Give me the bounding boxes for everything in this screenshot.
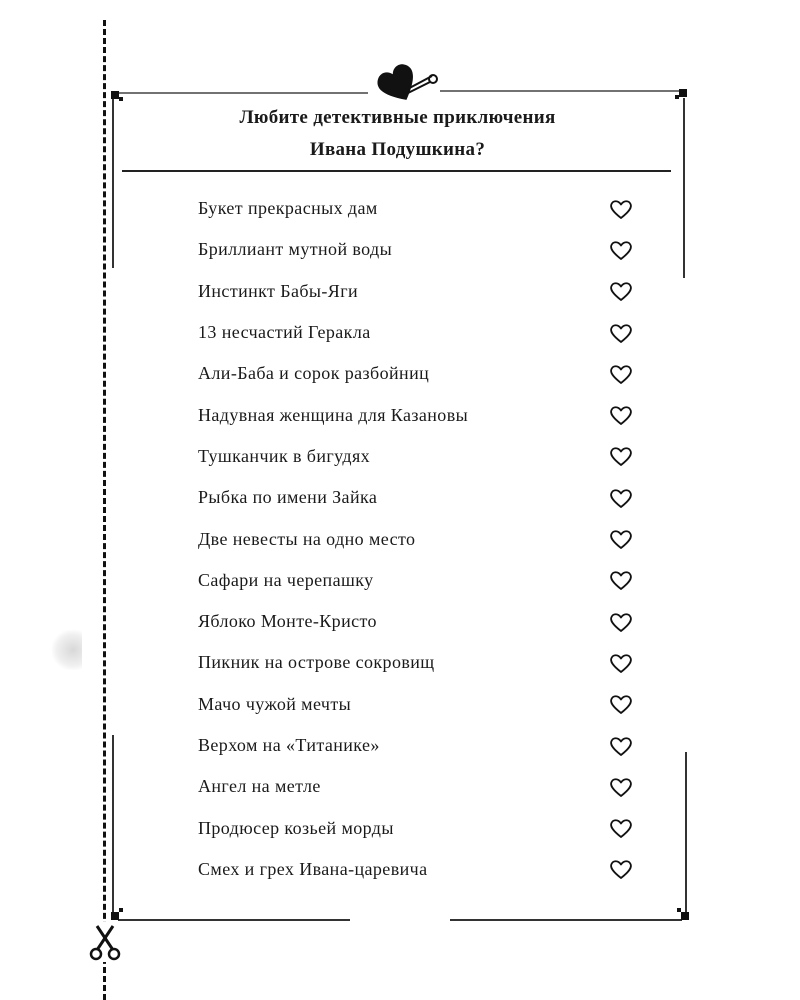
heart-outline-icon[interactable] — [608, 239, 634, 261]
book-item — [198, 807, 638, 848]
heart-outline-icon[interactable] — [608, 569, 634, 591]
book-item — [198, 766, 638, 807]
book-title: 13 несчастий Геракла — [198, 322, 371, 343]
book-item — [198, 436, 638, 477]
heart-outline-icon[interactable] — [608, 404, 634, 426]
title-line-1: Любите детективные приключения — [239, 107, 556, 128]
book-item — [198, 684, 638, 725]
heart-outline-icon[interactable] — [608, 198, 634, 220]
book-item — [198, 725, 638, 766]
heart-outline-icon[interactable] — [608, 322, 634, 344]
book-title: Инстинкт Бабы-Яги — [198, 280, 359, 301]
heart-outline-icon[interactable] — [608, 652, 634, 674]
heart-with-safety-pin-icon — [368, 58, 440, 106]
book-item — [198, 353, 638, 394]
heart-outline-icon[interactable] — [608, 363, 634, 385]
book-title: Яблоко Монте-Кристо — [198, 611, 377, 632]
book-item — [198, 477, 638, 518]
book-item — [198, 312, 638, 353]
book-title: Пикник на острове сокровищ — [198, 652, 435, 673]
book-item — [198, 560, 638, 601]
book-item — [198, 229, 638, 270]
book-title: Сафари на черепашку — [198, 569, 374, 590]
heart-outline-icon[interactable] — [608, 776, 634, 798]
book-title: Тушканчик в бигудях — [198, 445, 371, 466]
book-item — [198, 601, 638, 642]
book-title: Али-Баба и сорок разбойниц — [198, 363, 430, 384]
title-divider — [122, 170, 671, 172]
heart-outline-icon[interactable] — [608, 487, 634, 509]
heart-outline-icon[interactable] — [608, 280, 634, 302]
book-item — [198, 518, 638, 559]
heart-outline-icon[interactable] — [608, 445, 634, 467]
book-title: Продюсер козьей морды — [198, 817, 394, 838]
book-item — [198, 271, 638, 312]
book-title: Смех и грех Ивана-царевича — [198, 858, 428, 879]
book-title: Мачо чужой мечты — [198, 693, 352, 714]
heart-outline-icon[interactable] — [608, 693, 634, 715]
book-item — [198, 642, 638, 683]
heart-outline-icon[interactable] — [608, 528, 634, 550]
book-title: Верхом на «Титанике» — [198, 735, 380, 755]
book-item — [198, 394, 638, 435]
book-title: Две невесты на одно место — [198, 528, 416, 549]
book-title: Ангел на метле — [198, 776, 321, 797]
book-title: Бриллиант мутной воды — [198, 239, 393, 260]
book-list — [198, 188, 638, 890]
heart-outline-icon[interactable] — [608, 735, 634, 757]
book-title: Рыбка по имени Зайка — [198, 487, 378, 508]
title-line-2: Ивана Подушкина? — [309, 139, 486, 160]
heart-outline-icon[interactable] — [608, 611, 634, 633]
heart-outline-icon[interactable] — [608, 817, 634, 839]
page-title — [120, 102, 675, 166]
book-title: Букет прекрасных дам — [198, 198, 378, 219]
book-item — [198, 849, 638, 890]
book-item — [198, 188, 638, 229]
book-title: Надувная женщина для Казановы — [198, 404, 469, 425]
heart-outline-icon[interactable] — [608, 858, 634, 880]
